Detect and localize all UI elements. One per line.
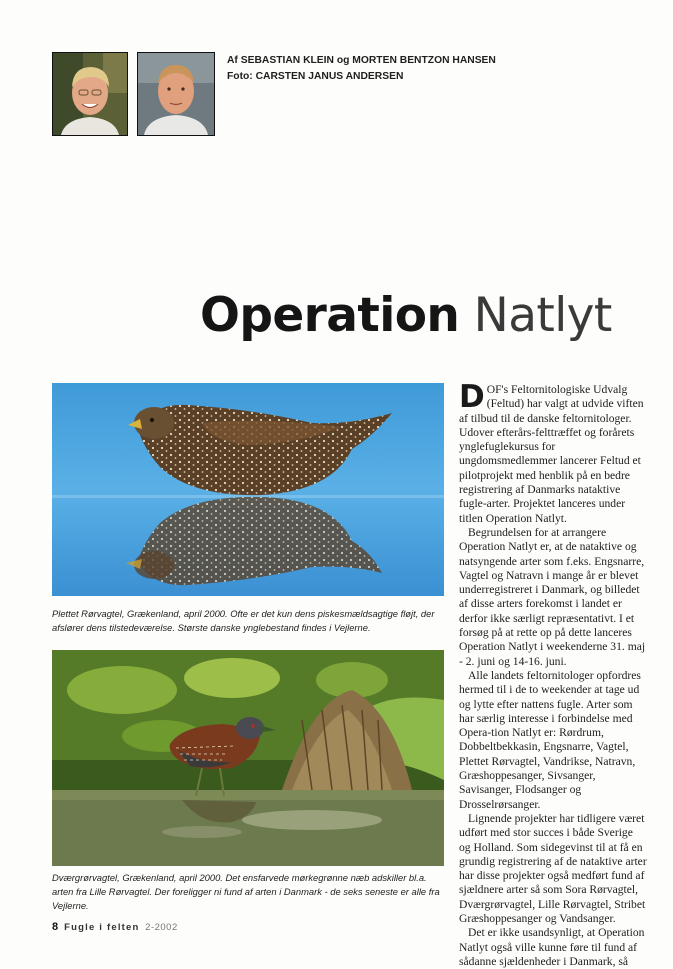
article-body: [459, 379, 647, 968]
body-paragraph-1-text: OF's Feltornitologiske Udvalg (Feltud) har valgt at udvide viften af tilbud til de danske feltornitologer. Udover efterårs-felttræffet og forårets ynglefuglekursus for ungdomsmedlemmer lancerer Feltud et pilotprojekt med henblik på en bedre registrering af Danmarks nataktive fugle-arter. Projektet lanceres under titlen Operation Natlyt.: [459, 383, 644, 525]
byline: [227, 53, 647, 85]
byline-photo-credit: Foto: CARSTEN JANUS ANDERSEN: [227, 71, 404, 82]
page-footer: [52, 921, 178, 933]
article-title: [200, 286, 612, 346]
magazine-name: Fugle i felten: [64, 922, 140, 933]
title-bold: Operation: [200, 288, 460, 343]
author-portrait-1: [52, 52, 128, 136]
issue-number: 2-2002: [145, 922, 178, 933]
body-paragraph-1: [459, 379, 647, 526]
body-paragraph-3: Alle landets feltornitologer opfordres hermed til i de to weekender at tage ud og lytte efter nattens fugle. Arter som har særlig interesse i forbindelse med Opera-tion Natlyt er: Rørdrum, Dobbeltbekkasin, Engsnarre, Vagtel, Plettet Rørvagtel, Vandrikse, Natravn, Græshoppesanger, Sivsanger, Savisanger, Flodsanger og Drosselrørsanger.: [459, 668, 641, 811]
author-portrait-2: [137, 52, 215, 136]
drop-cap: D: [459, 379, 485, 415]
body-paragraph-4: Lignende projekter har tidligere været udført med stor succes i både Sverige og Holland. Som sidegevinst til at få en grundig registrering af de nataktive arter har disse projekter også medført fund af sjældnere arter så som Sora Rørvagtel, Dværgrørvagtel, Lille Rørvagtel, Stribet Græshoppesanger og Vandsanger.: [459, 811, 647, 925]
photo-spotted-crake: [52, 383, 444, 596]
photo-caption-1: Plettet Rørvagtel, Grækenland, april 2000. Ofte er det kun dens piskesmældsagtige fløjt, der afslører dens tilstedeværelse. Største danske ynglebestand findes i Vejlerne.: [52, 608, 435, 633]
byline-authors: Af SEBASTIAN KLEIN og MORTEN BENTZON HANSEN: [227, 55, 496, 66]
body-paragraph-5: Det er ikke usandsynligt, at Operation Natlyt også ville kunne føre til fund af sådanne sjældenheder i Danmark, så: [459, 926, 645, 968]
photo-caption-2: Dværgrørvagtel, Grækenland, april 2000. Det ensfarvede mørkegrønne næb adskiller bl.a. arten fra Lille Rørvagtel. Der foreligger ni fund af arten i Danmark - de seks seneste er alle fra Vejlerne.: [52, 872, 440, 911]
title-light: Natlyt: [473, 288, 612, 343]
page-number: 8: [52, 921, 59, 933]
photo-marsh-crake: [52, 650, 444, 866]
body-paragraph-2: Begrundelsen for at arrangere Operation Natlyt er, at de nataktive og natsyngende arter som f.eks. Engsnarre, Vagtel og Natravn i mange år er blevet underregistreret i Danmark, og billedet af disse arters forekomst i landet er derfor ikke særligt repræsentativt. I et forsøg på at rette op på dette lanceres Operation Natlyt i weekenderne 31. maj - 2. juni og 14-16. juni.: [459, 525, 646, 668]
